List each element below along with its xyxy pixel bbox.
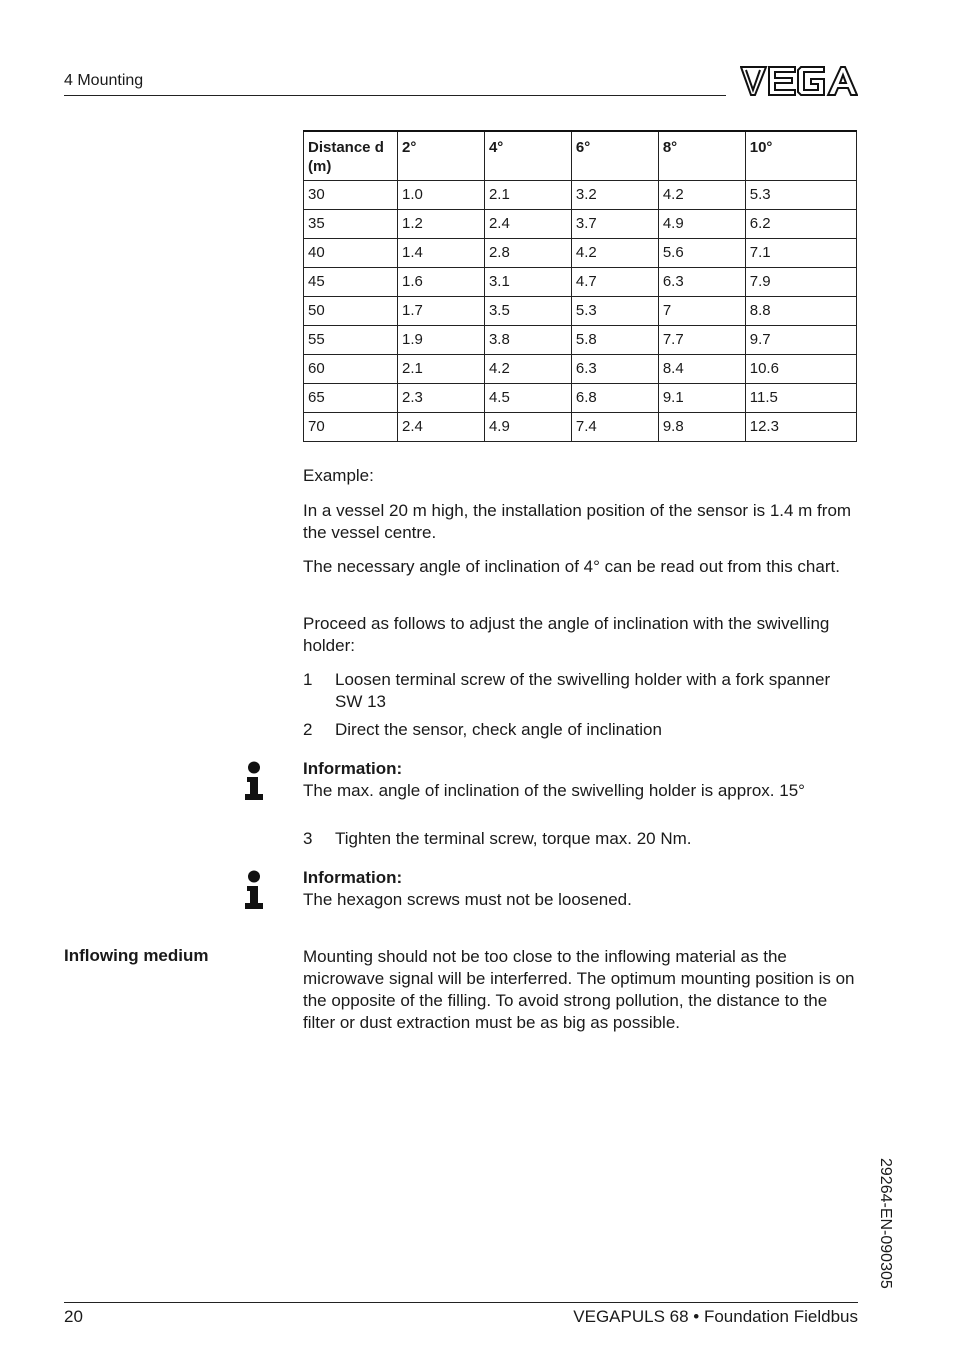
table-row [304,384,857,413]
header-divider [64,95,726,96]
table-cell: 2.4 [398,413,485,442]
table-cell: 1.6 [398,268,485,297]
list-item [303,719,859,741]
list-item [303,669,859,713]
example-label: Example: [303,466,374,485]
info-note [303,867,859,911]
column-header: 4° [484,131,571,181]
table-cell: 45 [304,268,398,297]
table-cell: 7 [658,297,745,326]
table-row [304,210,857,239]
table-cell: 3.5 [484,297,571,326]
column-header: 8° [658,131,745,181]
table-cell: 65 [304,384,398,413]
column-header: 6° [571,131,658,181]
info-title: Information: [303,759,403,778]
table-row [304,413,857,442]
document-code: 29264-EN-090305 [877,1158,894,1289]
paragraph: The necessary angle of inclination of 4° can be read out from this chart. [303,557,840,576]
paragraph: In a vessel 20 m high, the installation position of the sensor is 1.4 m from the vessel centre. [303,501,852,542]
table-cell: 4.9 [658,210,745,239]
table-cell: 1.2 [398,210,485,239]
table-cell: 4.2 [658,181,745,210]
info-title: Information: [303,868,403,887]
table-cell: 6.8 [571,384,658,413]
table-cell: 8.4 [658,355,745,384]
section-heading: 4 Mounting [64,72,144,89]
table-row [304,355,857,384]
table-cell: 9.8 [658,413,745,442]
table-cell: 6.3 [658,268,745,297]
page-number: 20 [64,1307,83,1326]
table-cell: 6.3 [571,355,658,384]
paragraph: Proceed as follows to adjust the angle of inclination with the swivelling holder: [303,614,830,655]
table-cell: 4.7 [571,268,658,297]
table-cell: 5.3 [571,297,658,326]
table-cell: 7.4 [571,413,658,442]
table-cell: 1.0 [398,181,485,210]
table-cell: 30 [304,181,398,210]
table-cell: 60 [304,355,398,384]
inflowing-paragraph: Mounting should not be too close to the inflowing material as the microwave signal will be interferred. The optimum mounting position is on the opposite of the filling. To avoid strong pollution, the distance to the filter or dust extraction must be as big as possible. [303,947,855,1032]
table-cell: 9.1 [658,384,745,413]
table-cell: 7.1 [745,239,856,268]
table-cell: 3.1 [484,268,571,297]
table-cell: 10.6 [745,355,856,384]
step-text: Loosen terminal screw of the swivelling holder with a fork spanner SW 13 [335,670,831,711]
table-cell: 1.7 [398,297,485,326]
table-cell: 4.2 [484,355,571,384]
step-number: 2 [303,720,313,739]
table-row [304,268,857,297]
table-cell: 3.8 [484,326,571,355]
section-label-inflowing-medium: Inflowing medium [64,946,209,965]
table-cell: 55 [304,326,398,355]
table-cell: 7.9 [745,268,856,297]
table-cell: 40 [304,239,398,268]
table-cell: 1.9 [398,326,485,355]
table-cell: 9.7 [745,326,856,355]
table-cell: 70 [304,413,398,442]
table-cell: 2.4 [484,210,571,239]
footer-divider [64,1302,858,1303]
table-row [304,239,857,268]
step-number: 1 [303,670,313,689]
table-cell: 3.7 [571,210,658,239]
table-cell: 4.9 [484,413,571,442]
step-text: Direct the sensor, check angle of inclination [335,720,662,739]
table-cell: 5.6 [658,239,745,268]
list-item [303,828,859,850]
info-icon [244,761,266,801]
info-text: The max. angle of inclination of the swivelling holder is approx. 15° [303,781,805,800]
table-cell: 5.8 [571,326,658,355]
table-cell: 35 [304,210,398,239]
table-cell: 3.2 [571,181,658,210]
table-cell: 7.7 [658,326,745,355]
inclination-table [303,130,857,442]
column-header: 2° [398,131,485,181]
document-title: VEGAPULS 68 • Foundation Fieldbus [573,1307,858,1326]
table-cell: 8.8 [745,297,856,326]
table-cell: 2.3 [398,384,485,413]
table-cell: 4.2 [571,239,658,268]
table-cell: 11.5 [745,384,856,413]
info-note [303,758,859,802]
table-cell: 6.2 [745,210,856,239]
column-header: 10° [745,131,856,181]
table-row [304,326,857,355]
table-cell: 2.8 [484,239,571,268]
table-row [304,181,857,210]
table-header-row [304,131,857,181]
table-row [304,297,857,326]
info-icon [244,870,266,910]
table-cell: 5.3 [745,181,856,210]
vega-logo [740,64,858,98]
table-cell: 2.1 [398,355,485,384]
table-cell: 12.3 [745,413,856,442]
step-number: 3 [303,829,313,848]
table-cell: 4.5 [484,384,571,413]
table-cell: 1.4 [398,239,485,268]
table-cell: 2.1 [484,181,571,210]
table-cell: 50 [304,297,398,326]
info-text: The hexagon screws must not be loosened. [303,890,632,909]
column-header: Distance d (m) [304,131,398,181]
step-text: Tighten the terminal screw, torque max. 20 Nm. [335,829,692,848]
